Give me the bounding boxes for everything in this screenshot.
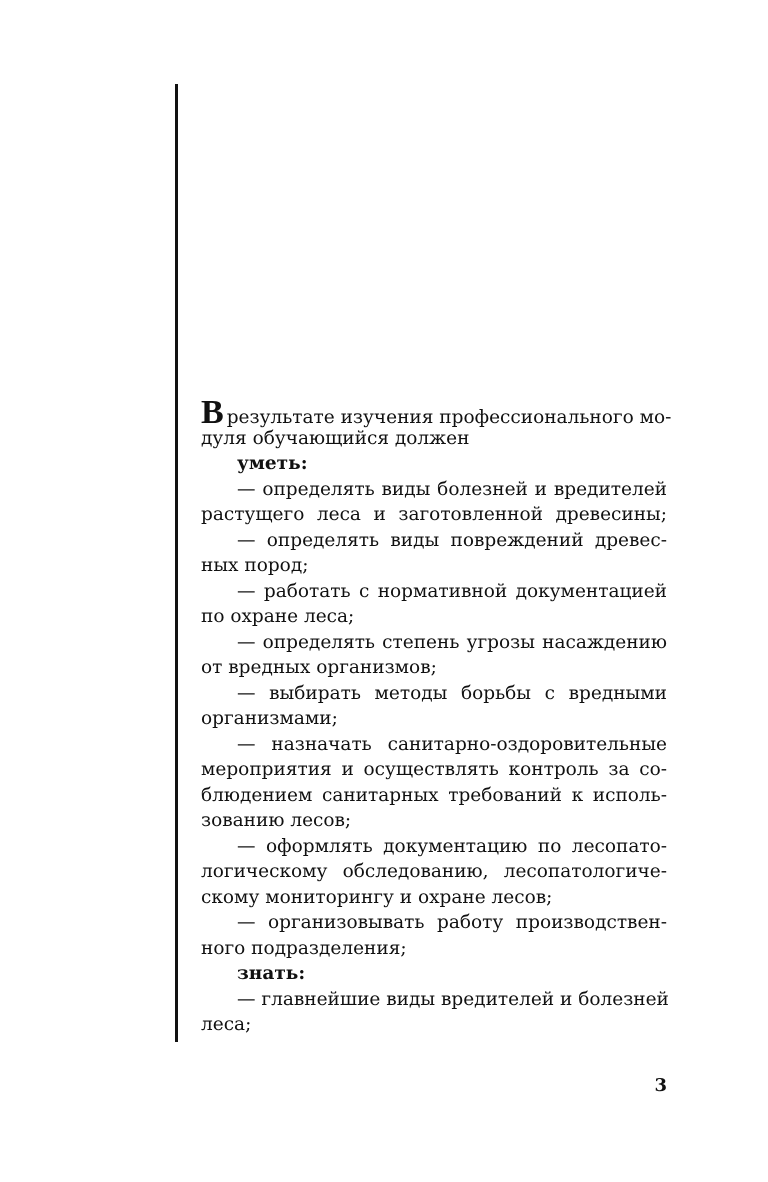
text-line: растущего леса и заготовленной древесины; — [201, 504, 667, 525]
list-item: — главнейшие виды вредителей и болезней — [237, 988, 669, 1010]
text-line: блюдением санитарных требований к исполь- — [201, 784, 667, 806]
page-number: 3 — [654, 1075, 667, 1096]
text-line: организмами; — [201, 708, 338, 729]
drop-cap: В — [201, 394, 224, 431]
list-item: — определять степень угрозы насаждению — [237, 631, 667, 653]
text-line: от вредных организмов; — [201, 657, 437, 678]
list-item: — определять виды болезней и вредителей — [237, 478, 667, 500]
text-line: ного подразделения; — [201, 937, 407, 959]
vertical-rule — [175, 84, 178, 1042]
list-item: — выбирать методы борьбы с вредными — [237, 682, 667, 704]
text-line — [201, 394, 672, 431]
text-line: по охране леса; — [201, 606, 355, 627]
list-item: — определять виды повреждений древес- — [237, 529, 667, 551]
text-line: мероприятия и осуществлять контроль за со- — [201, 759, 667, 780]
text-line-content: результате изучения профессионального мо- — [226, 407, 672, 428]
text-line: логическому обследованию, лесопатологиче- — [201, 861, 667, 882]
list-item: — назначать санитарно-оздоровительные — [237, 733, 667, 755]
list-item: — работать с нормативной документацией — [237, 580, 667, 602]
text-line: скому мониторингу и охране лесов; — [201, 886, 553, 908]
section-heading-skills: уметь: — [237, 453, 308, 474]
list-item: — оформлять документацию по лесопато- — [237, 835, 667, 857]
list-item: — организовывать работу производствен- — [237, 912, 667, 933]
text-line: дуля обучающийся должен — [201, 427, 470, 449]
text-line: ных пород; — [201, 555, 309, 576]
body-text — [201, 394, 672, 1038]
text-line: зованию лесов; — [201, 810, 352, 831]
section-heading-knowledge: знать: — [237, 963, 306, 984]
text-line: леса; — [201, 1014, 252, 1035]
